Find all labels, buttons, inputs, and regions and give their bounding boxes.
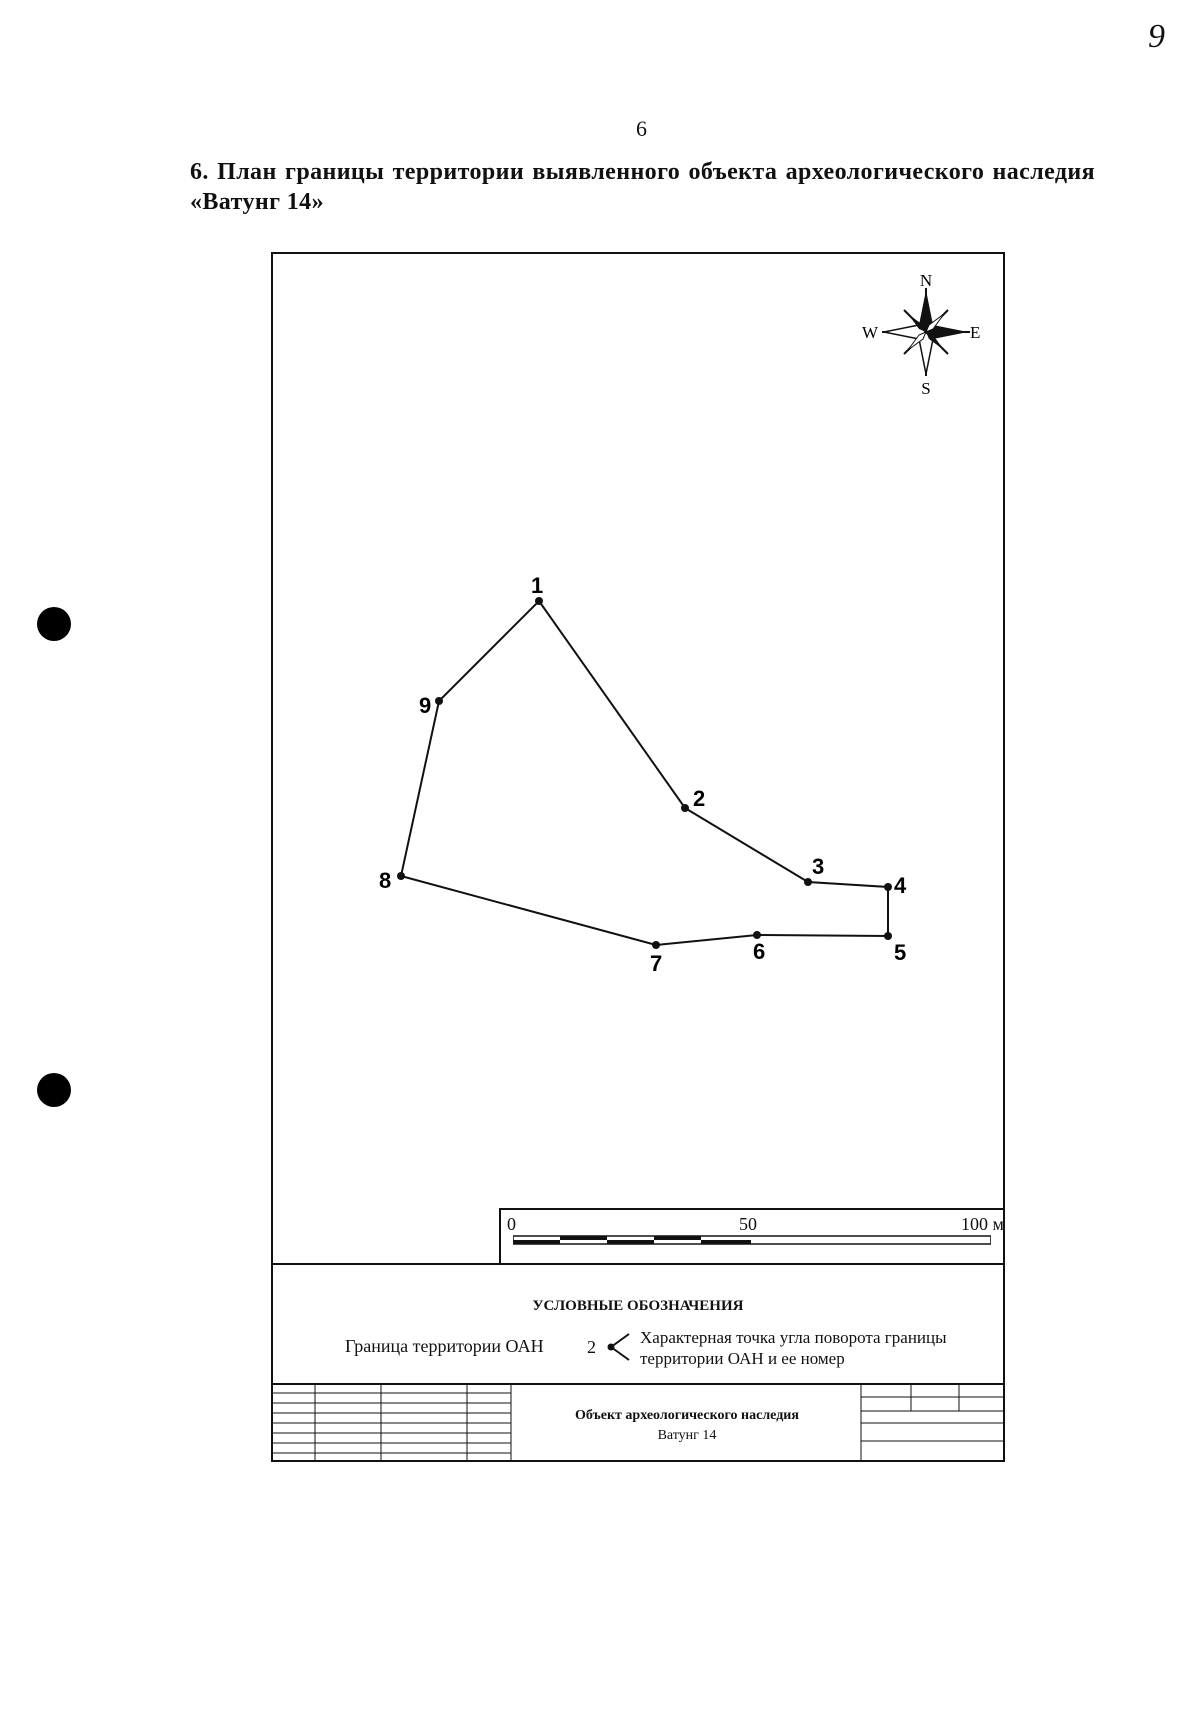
compass-rose-icon bbox=[862, 271, 980, 398]
boundary-point-3 bbox=[804, 878, 812, 886]
scale-label-100: 100 м bbox=[961, 1214, 1004, 1234]
scale-label-50: 50 bbox=[739, 1214, 757, 1234]
boundary-point-2 bbox=[681, 804, 689, 812]
binder-hole-bottom bbox=[37, 1073, 71, 1107]
section-heading: 6. План границы территории выявленного объекта археологического наследия «Ватунг 14» bbox=[190, 159, 1095, 215]
title-block-line-1: Объект археологического наследия bbox=[575, 1408, 799, 1423]
legend-separator bbox=[271, 1263, 1005, 1265]
boundary-point-label-8: 8 bbox=[379, 868, 392, 893]
compass-north-label: N bbox=[919, 271, 933, 290]
boundary-line bbox=[401, 601, 888, 945]
compass-east-label: E bbox=[970, 323, 981, 342]
scale-bar-box bbox=[499, 1208, 1005, 1263]
boundary-point-label-7: 7 bbox=[650, 951, 663, 976]
boundary-point-label-1: 1 bbox=[531, 573, 544, 598]
boundary-point-label-2: 2 bbox=[693, 786, 706, 811]
boundary-layer bbox=[379, 573, 907, 976]
boundary-point-label-5: 5 bbox=[894, 940, 907, 965]
legend-point-description: Характерная точка угла поворота границы территории ОАН и ее номер bbox=[640, 1328, 947, 1368]
site-plan-map bbox=[271, 252, 1005, 1262]
boundary-point-6 bbox=[753, 931, 761, 939]
boundary-point-9 bbox=[435, 697, 443, 705]
binder-hole-top bbox=[37, 607, 71, 641]
boundary-point-label-6: 6 bbox=[753, 939, 766, 964]
boundary-point-label-9: 9 bbox=[419, 693, 432, 718]
legend-point-symbol-icon bbox=[605, 1330, 635, 1364]
title-block-line-2: Ватунг 14 bbox=[657, 1428, 717, 1443]
boundary-point-5 bbox=[884, 932, 892, 940]
boundary-point-7 bbox=[652, 941, 660, 949]
boundary-point-4 bbox=[884, 883, 892, 891]
page-number: 6 bbox=[636, 116, 647, 141]
boundary-point-1 bbox=[535, 597, 543, 605]
compass-south-label: S bbox=[921, 379, 931, 398]
scale-bar bbox=[513, 1234, 991, 1248]
legend-title: УСЛОВНЫЕ ОБОЗНАЧЕНИЯ bbox=[532, 1298, 744, 1314]
boundary-point-8 bbox=[397, 872, 405, 880]
scale-label-0: 0 bbox=[507, 1214, 516, 1234]
compass-west-label: W bbox=[862, 323, 879, 342]
title-block-caption bbox=[511, 1406, 863, 1446]
boundary-point-label-4: 4 bbox=[894, 873, 907, 898]
legend-boundary-label: Граница территории ОАН bbox=[345, 1336, 544, 1356]
corner-page-number: 9 bbox=[1148, 18, 1165, 55]
boundary-point-label-3: 3 bbox=[812, 854, 825, 879]
legend-point-number: 2 bbox=[587, 1337, 596, 1357]
